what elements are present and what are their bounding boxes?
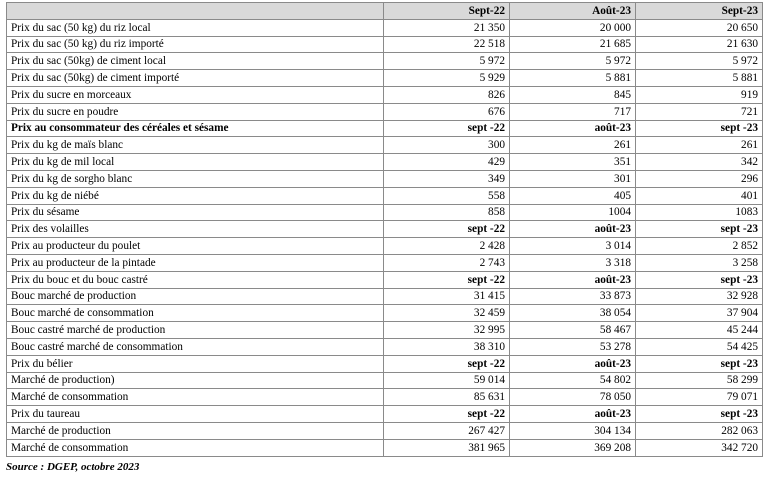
value-cell-3: 1083	[636, 204, 763, 221]
row-label: Prix du bouc et du bouc castré	[7, 271, 384, 288]
table-row	[7, 187, 763, 204]
value-cell-1: 676	[384, 103, 510, 120]
header-sept-22: Sept-22	[384, 3, 510, 20]
table-row	[7, 53, 763, 70]
value-cell-2: 405	[510, 187, 636, 204]
price-table	[6, 2, 763, 457]
value-cell-2: août-23	[510, 355, 636, 372]
value-cell-2: 717	[510, 103, 636, 120]
value-cell-2: 21 685	[510, 36, 636, 53]
value-cell-3: 721	[636, 103, 763, 120]
value-cell-3: 5 881	[636, 70, 763, 87]
value-cell-2: 5 972	[510, 53, 636, 70]
value-cell-3: 58 299	[636, 372, 763, 389]
header-aout-23: Août-23	[510, 3, 636, 20]
value-cell-2: 369 208	[510, 439, 636, 456]
value-cell-1: 349	[384, 170, 510, 187]
value-cell-1: 22 518	[384, 36, 510, 53]
value-cell-1: 59 014	[384, 372, 510, 389]
value-cell-3: 296	[636, 170, 763, 187]
value-cell-2: 20 000	[510, 19, 636, 36]
header-label-cell	[7, 3, 384, 20]
value-cell-1: 558	[384, 187, 510, 204]
value-cell-3: sept -23	[636, 406, 763, 423]
header-sept-23: Sept-23	[636, 3, 763, 20]
value-cell-1: 2 428	[384, 238, 510, 255]
value-cell-2: 78 050	[510, 389, 636, 406]
value-cell-3: 79 071	[636, 389, 763, 406]
value-cell-1: 267 427	[384, 422, 510, 439]
value-cell-2: 1004	[510, 204, 636, 221]
value-cell-1: sept -22	[384, 120, 510, 137]
value-cell-2: 3 014	[510, 238, 636, 255]
row-label: Prix au producteur du poulet	[7, 238, 384, 255]
table-row	[7, 137, 763, 154]
value-cell-1: sept -22	[384, 271, 510, 288]
row-label: Marché de production)	[7, 372, 384, 389]
table-row	[7, 86, 763, 103]
value-cell-1: sept -22	[384, 355, 510, 372]
row-label: Prix du sac (50 kg) du riz importé	[7, 36, 384, 53]
value-cell-1: 32 995	[384, 322, 510, 339]
value-cell-3: 342 720	[636, 439, 763, 456]
table-row	[7, 36, 763, 53]
value-cell-1: 300	[384, 137, 510, 154]
row-label: Prix du sucre en morceaux	[7, 86, 384, 103]
table-row	[7, 422, 763, 439]
value-cell-1: 21 350	[384, 19, 510, 36]
table-row	[7, 19, 763, 36]
value-cell-3: 2 852	[636, 238, 763, 255]
row-label: Prix des volailles	[7, 221, 384, 238]
value-cell-1: 38 310	[384, 338, 510, 355]
row-label: Prix du kg de maïs blanc	[7, 137, 384, 154]
table-row	[7, 254, 763, 271]
value-cell-2: 3 318	[510, 254, 636, 271]
value-cell-2: 58 467	[510, 322, 636, 339]
value-cell-2: août-23	[510, 271, 636, 288]
table-row	[7, 170, 763, 187]
value-cell-2: 33 873	[510, 288, 636, 305]
value-cell-2: 38 054	[510, 305, 636, 322]
row-label: Prix du sac (50 kg) du riz local	[7, 19, 384, 36]
table-header-row	[7, 3, 763, 20]
row-label: Prix du sac (50kg) de ciment local	[7, 53, 384, 70]
row-label: Prix du sésame	[7, 204, 384, 221]
value-cell-1: sept -22	[384, 406, 510, 423]
value-cell-1: 5 929	[384, 70, 510, 87]
value-cell-2: 54 802	[510, 372, 636, 389]
table-row	[7, 305, 763, 322]
value-cell-1: 858	[384, 204, 510, 221]
value-cell-3: 45 244	[636, 322, 763, 339]
value-cell-1: 32 459	[384, 305, 510, 322]
value-cell-3: 21 630	[636, 36, 763, 53]
table-row	[7, 372, 763, 389]
value-cell-1: 826	[384, 86, 510, 103]
row-label: Bouc castré marché de production	[7, 322, 384, 339]
value-cell-3: 37 904	[636, 305, 763, 322]
table-row	[7, 439, 763, 456]
table-row	[7, 322, 763, 339]
row-label: Bouc marché de production	[7, 288, 384, 305]
value-cell-3: 282 063	[636, 422, 763, 439]
row-label: Prix au consommateur des céréales et sésame	[7, 120, 384, 137]
table-row	[7, 154, 763, 171]
value-cell-1: 381 965	[384, 439, 510, 456]
table-body	[7, 19, 763, 456]
value-cell-2: août-23	[510, 406, 636, 423]
table-row	[7, 288, 763, 305]
value-cell-1: 31 415	[384, 288, 510, 305]
value-cell-2: 53 278	[510, 338, 636, 355]
section-header-row	[7, 120, 763, 137]
row-label: Prix du kg de sorgho blanc	[7, 170, 384, 187]
row-label: Prix du kg de mil local	[7, 154, 384, 171]
value-cell-1: 85 631	[384, 389, 510, 406]
value-cell-3: 20 650	[636, 19, 763, 36]
value-cell-2: 351	[510, 154, 636, 171]
table-row	[7, 338, 763, 355]
section-header-row	[7, 355, 763, 372]
table-row	[7, 238, 763, 255]
row-label: Prix au producteur de la pintade	[7, 254, 384, 271]
value-cell-2: août-23	[510, 221, 636, 238]
value-cell-3: 401	[636, 187, 763, 204]
value-cell-1: 5 972	[384, 53, 510, 70]
value-cell-2: août-23	[510, 120, 636, 137]
value-cell-1: 429	[384, 154, 510, 171]
value-cell-2: 261	[510, 137, 636, 154]
section-header-row	[7, 271, 763, 288]
row-label: Prix du bélier	[7, 355, 384, 372]
row-label: Prix du taureau	[7, 406, 384, 423]
value-cell-3: 342	[636, 154, 763, 171]
value-cell-3: sept -23	[636, 221, 763, 238]
value-cell-3: 54 425	[636, 338, 763, 355]
value-cell-3: 32 928	[636, 288, 763, 305]
row-label: Prix du sucre en poudre	[7, 103, 384, 120]
table-row	[7, 389, 763, 406]
value-cell-2: 301	[510, 170, 636, 187]
section-header-row	[7, 221, 763, 238]
value-cell-3: sept -23	[636, 355, 763, 372]
row-label: Prix du sac (50kg) de ciment importé	[7, 70, 384, 87]
row-label: Marché de consommation	[7, 389, 384, 406]
value-cell-3: sept -23	[636, 271, 763, 288]
value-cell-3: 5 972	[636, 53, 763, 70]
value-cell-3: 261	[636, 137, 763, 154]
row-label: Marché de production	[7, 422, 384, 439]
value-cell-1: 2 743	[384, 254, 510, 271]
row-label: Bouc castré marché de consommation	[7, 338, 384, 355]
table-row	[7, 103, 763, 120]
section-header-row	[7, 406, 763, 423]
row-label: Bouc marché de consommation	[7, 305, 384, 322]
value-cell-2: 845	[510, 86, 636, 103]
row-label: Marché de consommation	[7, 439, 384, 456]
value-cell-3: 919	[636, 86, 763, 103]
source-note: Source : DGEP, octobre 2023	[6, 461, 140, 473]
value-cell-2: 304 134	[510, 422, 636, 439]
price-table-container	[6, 2, 762, 457]
value-cell-3: sept -23	[636, 120, 763, 137]
table-row	[7, 70, 763, 87]
value-cell-3: 3 258	[636, 254, 763, 271]
table-row	[7, 204, 763, 221]
value-cell-1: sept -22	[384, 221, 510, 238]
row-label: Prix du kg de niébé	[7, 187, 384, 204]
value-cell-2: 5 881	[510, 70, 636, 87]
